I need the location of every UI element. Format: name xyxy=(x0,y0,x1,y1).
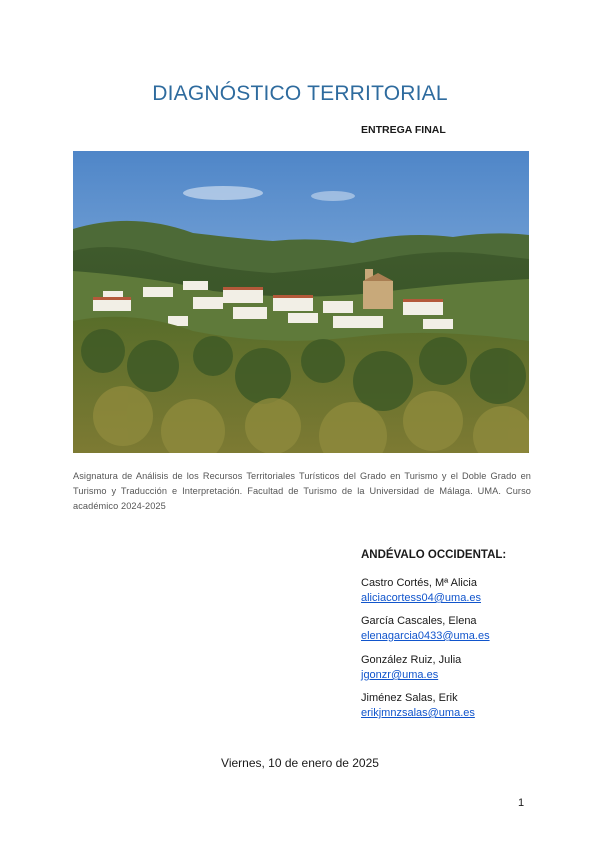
author-email-link[interactable]: aliciacortess04@uma.es xyxy=(361,592,481,604)
author-entry xyxy=(361,653,461,683)
page-number: 1 xyxy=(518,797,525,809)
author-name: Castro Cortés, Mª Alicia xyxy=(361,577,477,589)
document-date: Viernes, 10 de enero de 2025 xyxy=(221,756,379,770)
author-email-link[interactable]: jgonzr@uma.es xyxy=(361,669,439,681)
author-entry xyxy=(361,691,475,721)
author-name: González Ruiz, Julia xyxy=(361,654,462,666)
document-subtitle: ENTREGA FINAL xyxy=(361,124,446,136)
cover-photo xyxy=(73,151,529,453)
author-entry xyxy=(361,614,490,644)
author-name: Jiménez Salas, Erik xyxy=(361,692,458,704)
cover-caption: Asignatura de Análisis de los Recursos Territoriales Turísticos del Grado en Turismo y el Doble Grado en Turismo y Traducción e Interpretación. Facultad de Turismo de la Universidad de Málaga. UMA. Curso académico 2024-2025 xyxy=(73,471,531,512)
document-title: DIAGNÓSTICO TERRITORIAL xyxy=(152,82,448,105)
group-heading: ANDÉVALO OCCIDENTAL: xyxy=(361,549,507,561)
author-email-link[interactable]: erikjmnzsalas@uma.es xyxy=(361,707,475,719)
author-email-link[interactable]: elenagarcia0433@uma.es xyxy=(361,630,490,642)
author-name: García Cascales, Elena xyxy=(361,615,477,627)
author-entry xyxy=(361,576,481,606)
